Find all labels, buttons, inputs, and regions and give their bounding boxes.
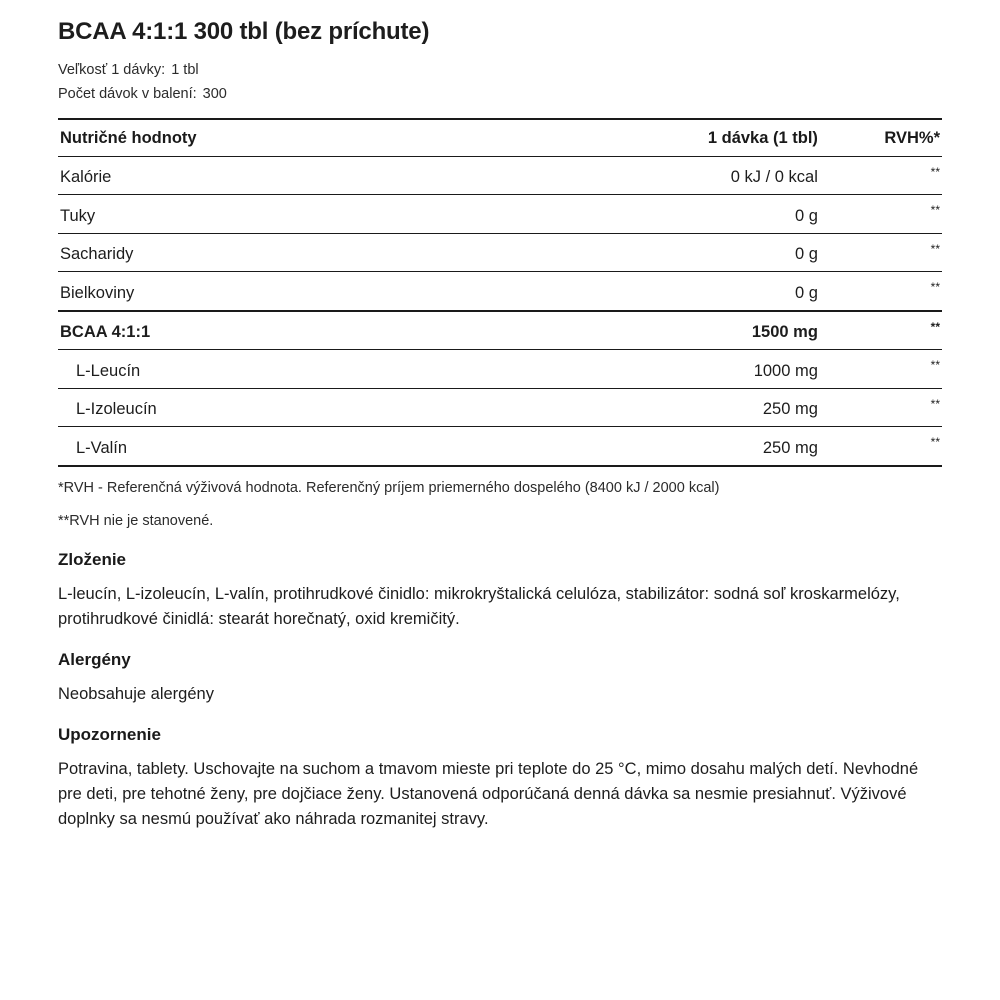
table-row [58,272,942,311]
table-header-row [58,119,942,157]
nutrient-rvh: ** [930,203,940,218]
nutrient-amount: 1000 mg [571,350,836,389]
serving-size-label: Veľkosť 1 dávky: [58,61,166,78]
nutrient-name: Sacharidy [60,245,134,264]
column-header-nutrient: Nutričné hodnoty [58,119,571,157]
servings-per-container-line [58,85,942,105]
nutrient-rvh: ** [930,435,940,450]
table-header [58,119,942,157]
nutrient-name: Kalórie [60,168,112,187]
nutrient-rvh: ** [930,280,940,295]
nutrient-amount: 250 mg [571,388,836,427]
table-row [58,195,942,234]
nutrient-amount: 250 mg [571,427,836,466]
nutrient-amount: 0 g [571,195,836,234]
table-row [58,311,942,350]
page-title: BCAA 4:1:1 300 tbl (bez príchute) [58,18,430,45]
footnote-rvh-definition: *RVH - Referenčná výživová hodnota. Referenčný príjem priemerného dospelého (8400 kJ / 2000 kcal) [58,479,720,496]
warning-heading: Upozornenie [58,725,161,745]
footnote-rvh-not-set: **RVH nie je stanovené. [58,512,214,529]
composition-heading: Zloženie [58,549,127,569]
nutrient-name: Bielkoviny [60,283,135,302]
servings-label: Počet dávok v balení: [58,86,197,103]
nutrient-rvh: ** [930,241,940,256]
nutrient-rvh: ** [930,319,940,334]
allergens-body: Neobsahuje alergény [58,685,214,704]
nutrient-rvh: ** [930,358,940,373]
nutrient-name: L-Izoleucín [76,400,157,419]
nutrient-rvh: ** [930,396,940,411]
nutrient-name: Tuky [60,206,96,225]
nutrient-amount: 0 g [571,272,836,311]
serving-size-line [58,61,942,81]
nutrient-amount: 0 kJ / 0 kcal [571,156,836,195]
serving-size-value: 1 tbl [171,61,199,78]
table-row [58,233,942,272]
column-header-rvh: RVH%* [836,119,942,157]
table-row [58,388,942,427]
servings-value: 300 [202,86,227,103]
table-row [58,156,942,195]
table-row [58,427,942,466]
warning-body: Potravina, tablety. Uschovajte na suchom a tmavom mieste pri teplote do 25 °C, mimo dosahu malých detí. Nevhodné pre deti, pre tehotné ženy, pre dojčiace ženy. Ustanovená odporúčaná denná dávka sa nesmie presiahnuť. Výživové doplnky sa nesmú používať ako náhrada rozmanitej stravy. [58,760,919,829]
allergens-heading: Alergény [58,650,131,670]
nutrient-name: L-Leucín [76,361,141,380]
nutrient-name: L-Valín [76,438,128,457]
table-row [58,350,942,389]
right-margin [948,0,1000,1000]
column-header-amount: 1 dávka (1 tbl) [571,119,836,157]
nutrition-facts-table [58,118,942,467]
nutrient-amount: 0 g [571,233,836,272]
nutrient-amount: 1500 mg [571,311,836,350]
label-content [58,18,942,832]
left-margin [0,0,52,1000]
nutrient-rvh: ** [930,164,940,179]
composition-body: L-leucín, L-izoleucín, L-valín, protihrudkové činidlo: mikrokryštalická celulóza, stabilizátor: sodná soľ kroskarmelózy, protihrudkové činidlá: stearát horečnatý, oxid kremičitý. [58,584,900,629]
nutrient-name: BCAA 4:1:1 [60,323,151,342]
footnotes [58,478,942,532]
table-body [58,156,942,466]
